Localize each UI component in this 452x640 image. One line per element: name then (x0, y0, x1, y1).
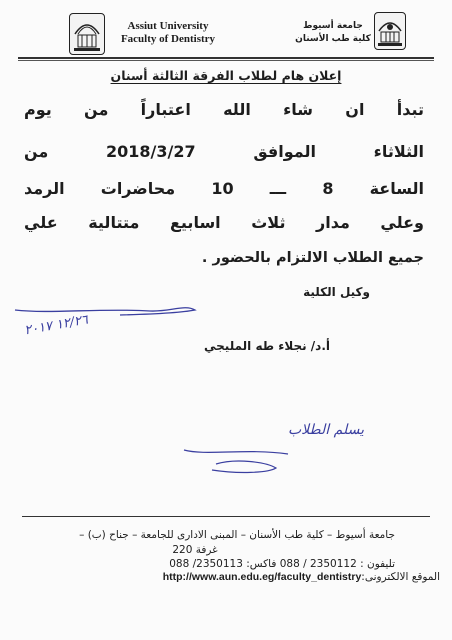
footer-room: غرفة 220 (172, 544, 218, 556)
footer-phone: تليفون : 2350112 / 088 فاكس: 2350113/ 088 (169, 558, 395, 570)
header-divider-thin (18, 60, 434, 61)
handwritten-mark (176, 440, 306, 480)
notice-line-1: تبدأ ان شاء الله اعتباراً من يوم (24, 100, 424, 119)
notice-line-2: الثلاثاء الموافق 2018/3/27 من (24, 142, 425, 161)
signer-title: وكيل الكلية (303, 285, 370, 299)
signature-date: ١٢/٢٦ ٢٠١٧ (23, 312, 90, 339)
notice-title: إعلان هام لطلاب الفرقة الثالثة أسنان (110, 68, 342, 83)
faculty-emblem-logo-left (69, 13, 105, 55)
notice-line-5: جميع الطلاب الالتزام بالحضور . (201, 250, 424, 266)
signature-scribble (10, 292, 210, 322)
footer-divider (22, 516, 430, 517)
faculty-name-en: Faculty of Dentistry (120, 33, 216, 45)
faculty-emblem-logo-right (374, 12, 406, 50)
signer-name: أ.د/ نجلاء طه المليجي (204, 339, 330, 353)
faculty-name-ar: كلية طب الأسنان (295, 34, 371, 44)
university-name-en: Assiut University (127, 20, 209, 32)
footer-website (80, 570, 440, 584)
university-name-ar: جامعة أسيوط (303, 21, 363, 31)
website-link[interactable]: http://www.aun.edu.eg/faculty_dentistry (162, 571, 362, 583)
university-emblem-icon (70, 14, 104, 54)
notice-line-3: الساعة 8 ـــ 10 محاضرات الرمد (24, 179, 425, 198)
header-arabic (292, 20, 374, 46)
header-english (113, 20, 223, 46)
website-label: الموقع الالكترونى: (361, 571, 440, 583)
handwritten-note: يسلم الطلاب (288, 422, 364, 438)
notice-line-4: وعلي مدار ثلاث اسابيع متتالية علي (24, 213, 424, 232)
header-divider (18, 57, 434, 59)
faculty-emblem-icon (375, 13, 405, 49)
footer-address: جامعة أسيوط – كلية طب الأسنان – المبنى الادارى للجامعة – جناح (ب) – (79, 529, 395, 541)
